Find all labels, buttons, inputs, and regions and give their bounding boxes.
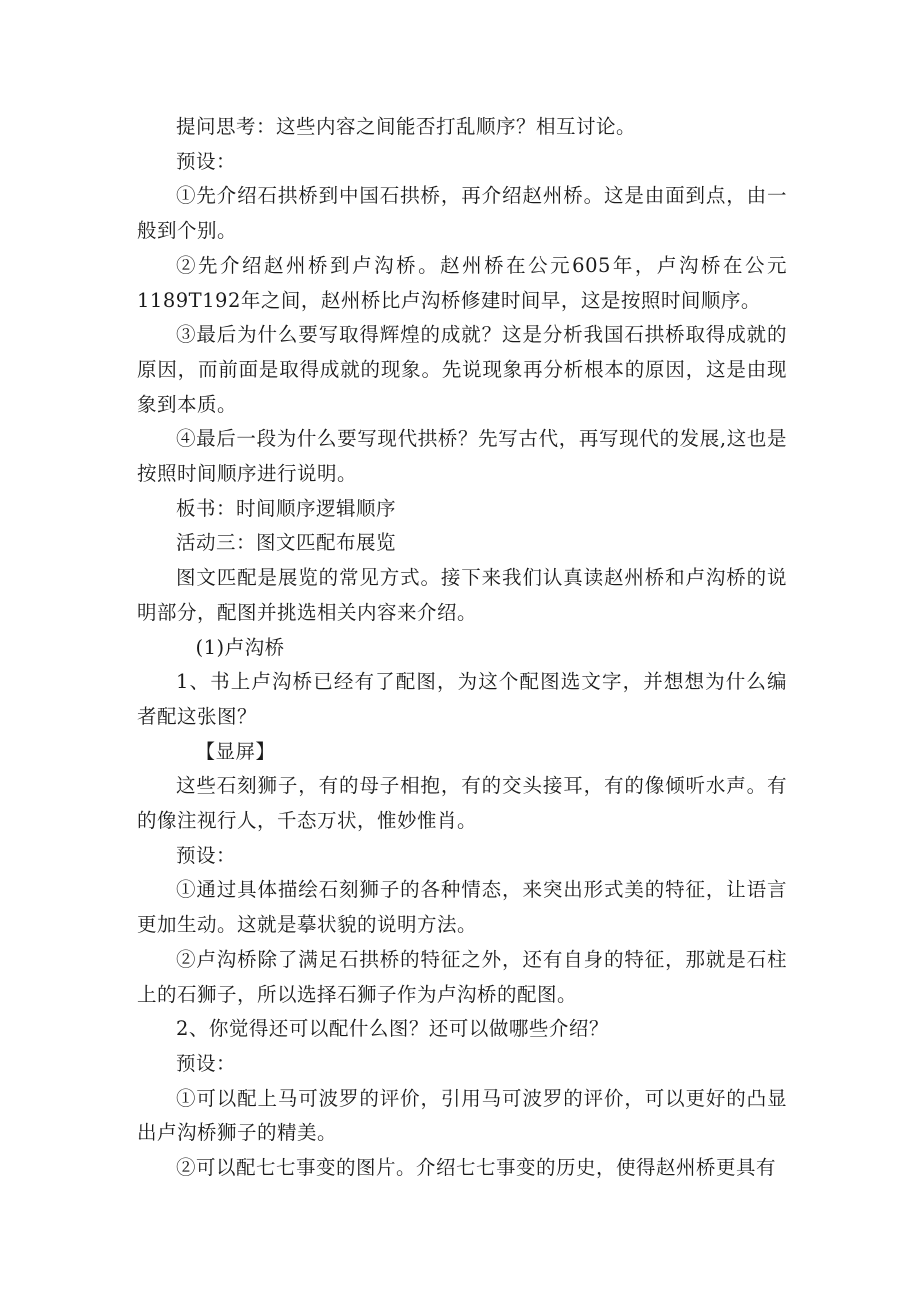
preset-item-3: ③最后为什么要写取得辉煌的成就？这是分析我国石拱桥取得成就的原因，而前面是取得成就的现象。先说现象再分析根本的原因，这是由现象到本质。 [137, 323, 787, 416]
screen-display-label: 【显屏】 [195, 739, 276, 763]
preset-answer-3: ①可以配上马可波罗的评价，引用马可波罗的评价，可以更好的凸显出卢沟桥狮子的精美。 [137, 1086, 787, 1145]
preset-label-2: 预设： [176, 843, 237, 867]
activity-intro: 图文匹配是展览的常见方式。接下来我们认真读赵州桥和卢沟桥的说明部分，配图并挑选相关内容来介绍。 [137, 566, 787, 624]
preset-label-3: 预设： [176, 1051, 237, 1075]
activity-heading: 活动三：图文匹配布展览 [176, 531, 397, 555]
blackboard-note: 板书：时间顺序逻辑顺序 [176, 496, 397, 520]
preset-item-2: ②先介绍赵州桥到卢沟桥。赵州桥在公元605年，卢沟桥在公元1189T192年之间，赵州桥比卢沟桥修建时间早，这是按照时间顺序。 [137, 253, 787, 312]
task-2: 2、你觉得还可以配什么图？还可以做哪些介绍？ [176, 1017, 609, 1041]
preset-answer-4: ②可以配七七事变的图片。介绍七七事变的历史，使得赵州桥更具有 [176, 1156, 777, 1180]
preset-answer-1: ①通过具体描绘石刻狮子的各种情态，来突出形式美的特征，让语言更加生动。这就是摹状貌的说明方法。 [137, 878, 787, 937]
preset-answer-2: ②卢沟桥除了满足石拱桥的特征之外，还有自身的特征，那就是石柱上的石狮子，所以选择石狮子作为卢沟桥的配图。 [137, 947, 787, 1006]
preset-item-1: ①先介绍石拱桥到中国石拱桥，再介绍赵州桥。这是由面到点，由一般到个别。 [137, 184, 787, 243]
question-paragraph: 提问思考：这些内容之间能否打乱顺序？相互讨论。 [176, 115, 637, 138]
quoted-text: 这些石刻狮子，有的母子相抱，有的交头接耳，有的像倾听水声。有的像注视行人，千态万状，惟妙惟肖。 [137, 774, 787, 833]
preset-label: 预设： [176, 149, 237, 173]
section-heading-lugou-bridge: (1)卢沟桥 [195, 635, 285, 659]
document-page [137, 110, 787, 1186]
preset-item-4: ④最后一段为什么要写现代拱桥？先写古代，再写现代的发展,这也是按照时间顺序进行说明。 [137, 427, 787, 486]
task-1: 1、书上卢沟桥已经有了配图，为这个配图选文字，并想想为什么编者配这张图？ [137, 670, 787, 728]
